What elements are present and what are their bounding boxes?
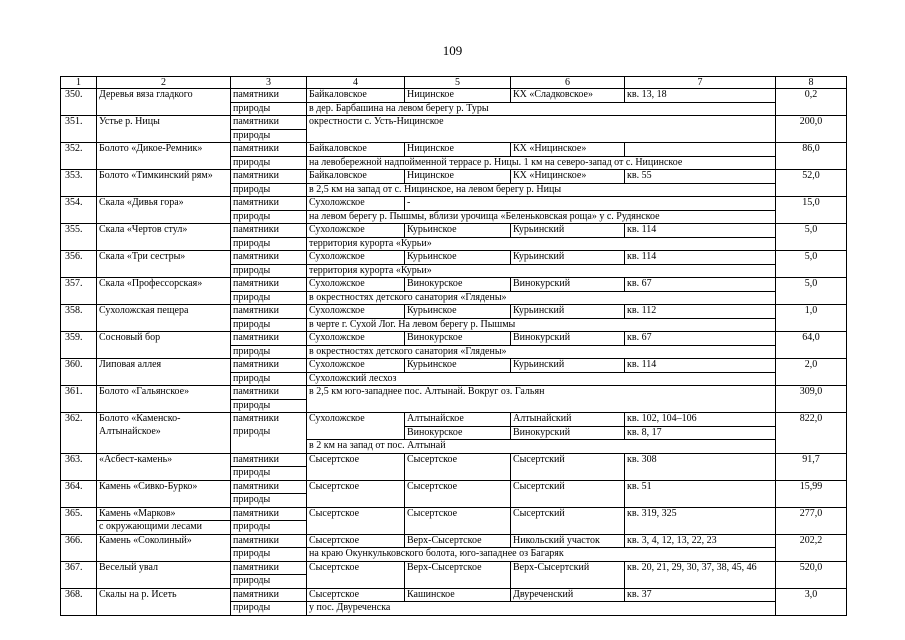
row-number: 360.: [61, 359, 97, 386]
category-line1: памятники: [231, 197, 307, 211]
area-cell: 202,2: [776, 534, 847, 561]
location-description: у пос. Двуреченска: [307, 602, 776, 616]
district-cell: Сысертское: [307, 507, 405, 534]
location-description: окрестности с. Усть-Ницинское: [307, 116, 776, 143]
category-line1: памятники: [231, 170, 307, 184]
area-cell: 86,0: [776, 143, 847, 170]
row-number: 356.: [61, 251, 97, 278]
area-cell: 52,0: [776, 170, 847, 197]
table-row: [61, 507, 847, 521]
row-number: 366.: [61, 534, 97, 561]
section-cell: КХ «Ницинское»: [511, 170, 625, 184]
row-number: 355.: [61, 224, 97, 251]
section-cell: КХ «Ницинское»: [511, 143, 625, 157]
row-number: 367.: [61, 561, 97, 588]
section-cell: Сысертский: [511, 480, 625, 507]
row-number: 352.: [61, 143, 97, 170]
row-number: 364.: [61, 480, 97, 507]
category-line1: памятники: [231, 116, 307, 130]
header-cell: 2: [97, 77, 231, 89]
location-description: на левом берегу р. Пышмы, вблизи урочища «Беленьковская роща» у с. Рудянское: [307, 210, 776, 224]
forestry-cell: Верх-Сысертское: [405, 534, 511, 548]
category-line2: природы: [231, 548, 307, 562]
area-cell: 91,7: [776, 453, 847, 480]
table-row: [61, 588, 847, 602]
row-number: 350.: [61, 89, 97, 116]
category-line1: памятники: [231, 386, 307, 400]
district-cell: Сысертское: [307, 588, 405, 602]
table-row: [61, 251, 847, 265]
area-cell: 2,0: [776, 359, 847, 386]
district-cell: Байкаловское: [307, 170, 405, 184]
object-name: Камень «Соколиный»: [97, 534, 231, 561]
district-cell: Сухоложское: [307, 197, 405, 211]
section-cell: Курьинский: [511, 251, 625, 265]
area-cell: 277,0: [776, 507, 847, 534]
object-name: Скала «Три сестры»: [97, 251, 231, 278]
category-line1: памятники: [231, 224, 307, 238]
forestry-cell: -: [405, 197, 776, 211]
area-cell: 64,0: [776, 332, 847, 359]
section-cell: Сысертский: [511, 507, 625, 534]
object-name: Сосновый бор: [97, 332, 231, 359]
location-description: на левобережной надпойменной террасе р. Ницы. 1 км на северо-запад от с. Ницинское: [307, 156, 776, 170]
object-name: Липовая аллея: [97, 359, 231, 386]
section-cell: Курьинский: [511, 305, 625, 319]
category-line2: природы: [231, 129, 307, 143]
quarters-cell: кв. 8, 17: [625, 426, 776, 440]
row-number: 365.: [61, 507, 97, 534]
quarters-cell: кв. 37: [625, 588, 776, 602]
district-cell: Сухоложское: [307, 359, 405, 373]
forestry-cell: Ницинское: [405, 170, 511, 184]
area-cell: 1,0: [776, 305, 847, 332]
object-name: [97, 413, 231, 454]
category-line1: памятники: [231, 278, 307, 292]
location-description: в дер. Барбашина на левом берегу р. Туры: [307, 102, 776, 116]
section-cell: Сысертский: [511, 453, 625, 480]
object-name: Скала «Профессорская»: [97, 278, 231, 305]
object-name: Болото «Тимкинский рям»: [97, 170, 231, 197]
object-name: Камень «Сивко-Бурко»: [97, 480, 231, 507]
category-line2: природы: [231, 264, 307, 278]
table-row: [61, 359, 847, 373]
district-cell: Сухоложское: [307, 332, 405, 346]
section-cell: Двуреченский: [511, 588, 625, 602]
forestry-cell: Курьинское: [405, 359, 511, 373]
area-cell: 5,0: [776, 278, 847, 305]
table-row: [61, 480, 847, 494]
forestry-cell: Кашинское: [405, 588, 511, 602]
location-description: территория курорта «Курьи»: [307, 264, 776, 278]
table-row: [61, 197, 847, 211]
object-name: Скала «Чертов стул»: [97, 224, 231, 251]
row-number: 363.: [61, 453, 97, 480]
category-line1: памятники: [231, 251, 307, 265]
category-line2: природы: [231, 467, 307, 481]
district-cell: Сысертское: [307, 453, 405, 480]
district-cell: Сухоложское: [307, 278, 405, 292]
row-number: 351.: [61, 116, 97, 143]
header-cell: 8: [776, 77, 847, 89]
object-name: Болото «Дикое-Ремник»: [97, 143, 231, 170]
category-cell: [231, 413, 307, 454]
forestry-cell: Сысертское: [405, 453, 511, 480]
section-cell: Винокурский: [511, 426, 625, 440]
forestry-cell: Винокурское: [405, 278, 511, 292]
location-description: в окрестностях детского санатория «Глядены»: [307, 345, 776, 359]
quarters-cell: кв. 3, 4, 12, 13, 22, 23: [625, 534, 776, 548]
forestry-cell: Сысертское: [405, 507, 511, 534]
quarters-cell: кв. 102, 104–106: [625, 413, 776, 427]
table-row: [61, 305, 847, 319]
object-name-line2: с окружающими лесами: [97, 521, 231, 535]
table-header-row: [61, 77, 847, 89]
table-row: [61, 116, 847, 130]
section-cell: КХ «Сладковское»: [511, 89, 625, 103]
category-line1: памятники: [231, 480, 307, 494]
object-name: Сухоложская пещера: [97, 305, 231, 332]
row-number: 362.: [61, 413, 97, 454]
table-row: [61, 534, 847, 548]
quarters-cell: кв. 55: [625, 170, 776, 184]
row-number: 354.: [61, 197, 97, 224]
section-cell: Верх-Сысертский: [511, 561, 625, 588]
district-cell: Сысертское: [307, 534, 405, 548]
category-line2: природы: [231, 318, 307, 332]
area-cell: 0,2: [776, 89, 847, 116]
category-line2: природы: [231, 210, 307, 224]
forestry-cell: Курьинское: [405, 224, 511, 238]
category-line2: природы: [231, 575, 307, 589]
quarters-cell: кв. 319, 325: [625, 507, 776, 534]
section-cell: Курьинский: [511, 359, 625, 373]
quarters-cell: кв. 114: [625, 251, 776, 265]
category-line2: природы: [231, 183, 307, 197]
district-cell: Сухоложское: [307, 413, 405, 440]
object-name: Веселый увал: [97, 561, 231, 588]
quarters-cell: кв. 112: [625, 305, 776, 319]
table-row: [61, 170, 847, 184]
category-line2: природы: [231, 291, 307, 305]
quarters-cell: кв. 67: [625, 278, 776, 292]
section-cell: Курьинский: [511, 224, 625, 238]
row-number: 357.: [61, 278, 97, 305]
location-description: на краю Окункульковского болота, юго-западнее оз Багаряк: [307, 548, 776, 562]
quarters-cell: кв. 114: [625, 359, 776, 373]
object-name: Деревья вяза гладкого: [97, 89, 231, 116]
quarters-cell: кв. 51: [625, 480, 776, 507]
category-line2: природы: [231, 102, 307, 116]
category-line1: памятники: [231, 507, 307, 521]
section-cell: Алтынайский: [511, 413, 625, 427]
category-line2: природы: [231, 372, 307, 386]
location-description: территория курорта «Курьи»: [307, 237, 776, 251]
district-cell: Сысертское: [307, 561, 405, 588]
row-number: 368.: [61, 588, 97, 615]
object-name: Болото «Гальянское»: [97, 386, 231, 413]
header-cell: 6: [511, 77, 625, 89]
section-cell: Винокурский: [511, 278, 625, 292]
location-description: Сухоложский лесхоз: [307, 372, 776, 386]
protected-areas-table: [60, 76, 847, 616]
object-name-line1: Камень «Марков»: [97, 507, 231, 521]
category-line1: памятники: [231, 453, 307, 467]
location-description: в 2 км на запад от пос. Алтынай: [307, 440, 776, 454]
row-number: 359.: [61, 332, 97, 359]
category-line1: памятники: [231, 534, 307, 548]
category-line1: памятники: [233, 413, 280, 424]
category-line1: памятники: [231, 588, 307, 602]
district-cell: Сухоложское: [307, 224, 405, 238]
quarters-cell: кв. 114: [625, 224, 776, 238]
area-cell: 15,99: [776, 480, 847, 507]
object-name-line2: Алтынайское»: [99, 425, 161, 437]
district-cell: Байкаловское: [307, 143, 405, 157]
page-number: 109: [442, 43, 463, 58]
forestry-cell: Ницинское: [405, 143, 511, 157]
forestry-cell: Курьинское: [405, 305, 511, 319]
section-cell: Винокурский: [511, 332, 625, 346]
quarters-cell: [625, 143, 776, 157]
district-cell: Байкаловское: [307, 89, 405, 103]
category-line1: памятники: [231, 305, 307, 319]
area-cell: 200,0: [776, 116, 847, 143]
area-cell: 822,0: [776, 413, 847, 454]
area-cell: 309,0: [776, 386, 847, 413]
location-description: в черте г. Сухой Лог. На левом берегу р. Пышмы: [307, 318, 776, 332]
row-number: 361.: [61, 386, 97, 413]
district-cell: Сысертское: [307, 480, 405, 507]
quarters-cell: кв. 308: [625, 453, 776, 480]
forestry-cell: Алтынайское: [405, 413, 511, 427]
table-row: [61, 332, 847, 346]
category-line1: памятники: [231, 143, 307, 157]
header-cell: 1: [61, 77, 97, 89]
table-row: [61, 413, 847, 427]
table-row: [61, 278, 847, 292]
row-number: 353.: [61, 170, 97, 197]
object-name: Скала «Дивья гора»: [97, 197, 231, 224]
table-row: [61, 224, 847, 238]
object-name: Устье р. Ницы: [97, 116, 231, 143]
table-row: [61, 453, 847, 467]
table-row: [61, 386, 847, 400]
header-cell: 4: [307, 77, 405, 89]
forestry-cell: Курьинское: [405, 251, 511, 265]
table-row: [61, 561, 847, 575]
category-line2: природы: [231, 237, 307, 251]
quarters-cell: кв. 67: [625, 332, 776, 346]
category-line2: природы: [231, 494, 307, 508]
location-description: в 2,5 км на запад от с. Ницинское, на левом берегу р. Ницы: [307, 183, 776, 197]
area-cell: 15,0: [776, 197, 847, 224]
category-line2: природы: [233, 425, 271, 437]
quarters-cell: кв. 13, 18: [625, 89, 776, 103]
category-line1: памятники: [231, 359, 307, 373]
location-description: в 2,5 км юго-западнее пос. Алтынай. Вокруг оз. Гальян: [307, 386, 776, 413]
row-number: 358.: [61, 305, 97, 332]
area-cell: 5,0: [776, 224, 847, 251]
header-cell: 7: [625, 77, 776, 89]
category-line2: природы: [231, 345, 307, 359]
quarters-cell: кв. 20, 21, 29, 30, 37, 38, 45, 46: [625, 561, 776, 588]
forestry-cell: Винокурское: [405, 332, 511, 346]
area-cell: 5,0: [776, 251, 847, 278]
category-line1: памятники: [231, 332, 307, 346]
location-description: в окрестностях детского санатория «Глядены»: [307, 291, 776, 305]
object-name: «Асбест-камень»: [97, 453, 231, 480]
category-line2: природы: [231, 156, 307, 170]
category-line1: памятники: [231, 89, 307, 103]
category-line2: природы: [231, 602, 307, 616]
header-cell: 3: [231, 77, 307, 89]
forestry-cell: Ницинское: [405, 89, 511, 103]
district-cell: Сухоложское: [307, 305, 405, 319]
table-row: [61, 143, 847, 157]
forestry-cell: Сысертское: [405, 480, 511, 507]
area-cell: 520,0: [776, 561, 847, 588]
section-cell: Никольский участок: [511, 534, 625, 548]
category-line1: памятники: [231, 561, 307, 575]
forestry-cell: Винокурское: [405, 426, 511, 440]
header-cell: 5: [405, 77, 511, 89]
district-cell: Сухоложское: [307, 251, 405, 265]
object-name: Скалы на р. Исеть: [97, 588, 231, 615]
object-name-line1: Болото «Каменско-: [99, 413, 181, 424]
category-line2: природы: [231, 521, 307, 535]
area-cell: 3,0: [776, 588, 847, 615]
forestry-cell: Верх-Сысертское: [405, 561, 511, 588]
category-line2: природы: [231, 399, 307, 413]
table-row: [61, 89, 847, 103]
